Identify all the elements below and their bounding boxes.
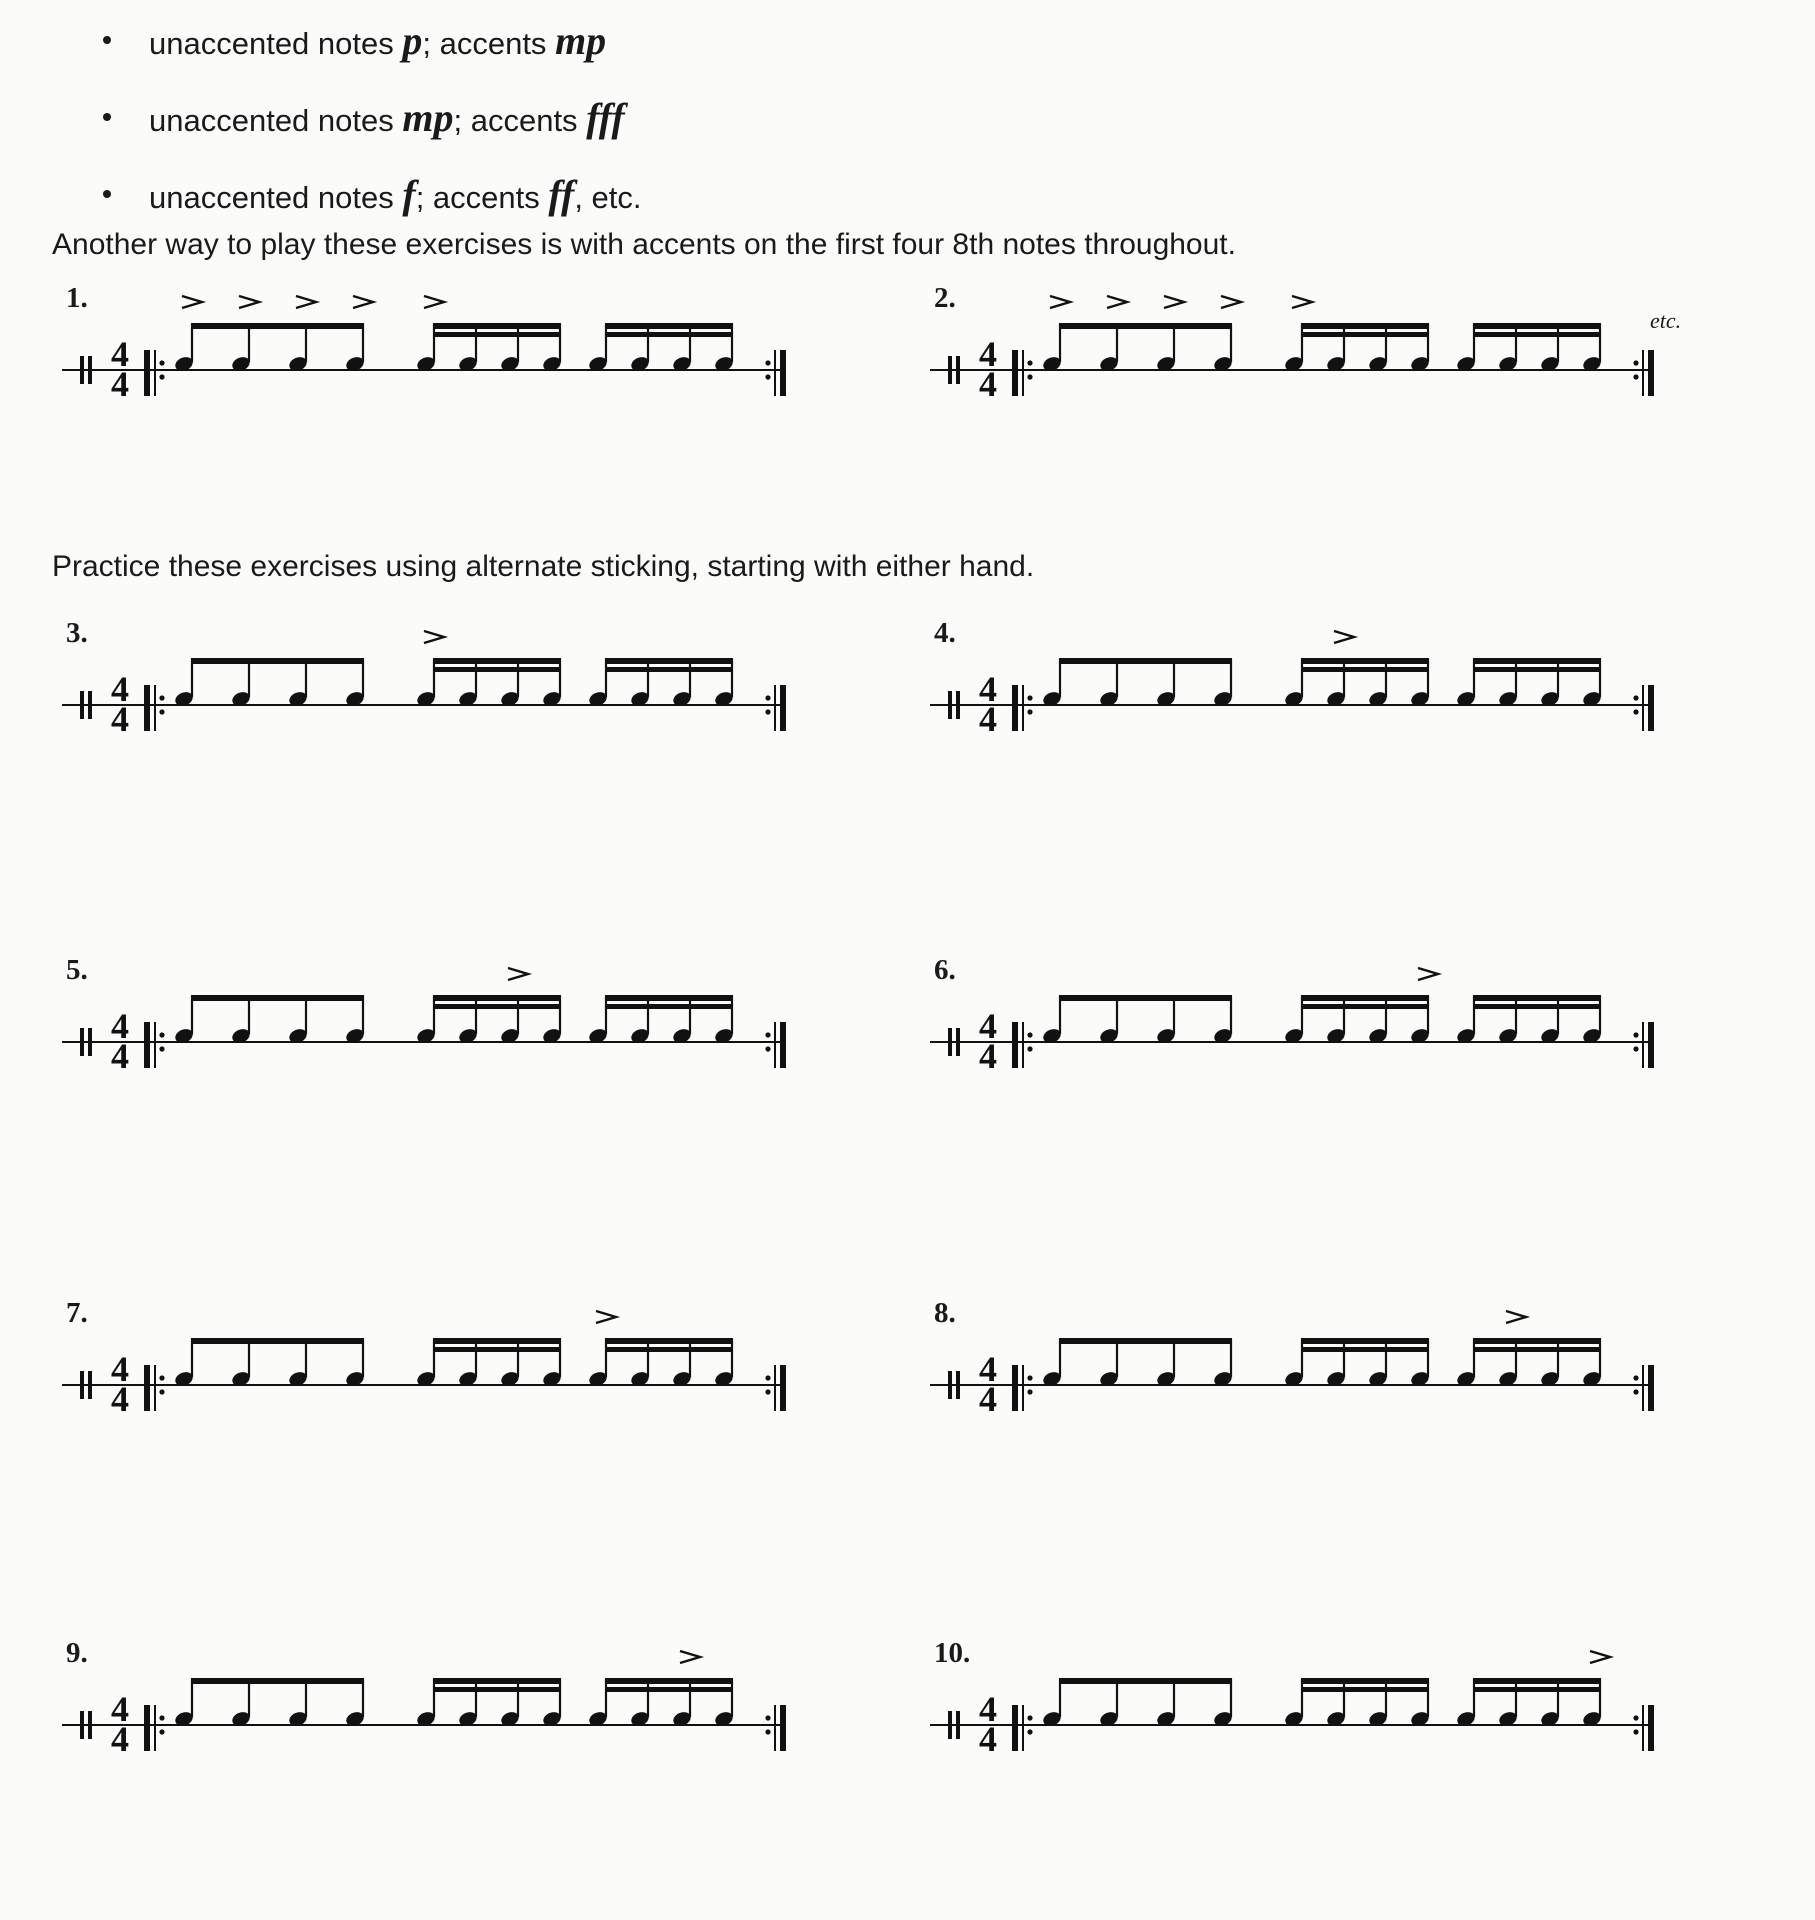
accent-mark xyxy=(1050,296,1070,308)
time-signature-bottom: 4 xyxy=(111,1379,129,1419)
accent-mark xyxy=(1418,968,1438,980)
accent-mark xyxy=(1164,296,1184,308)
repeat-end-thick xyxy=(780,1022,786,1068)
sixteenth-beam xyxy=(433,1338,561,1344)
repeat-dot xyxy=(765,1046,770,1051)
drum-staff xyxy=(930,625,1690,745)
accent-mark xyxy=(239,296,259,308)
exercise-number: 2. xyxy=(934,282,956,314)
drum-staff xyxy=(62,290,822,410)
time-signature-top: 4 xyxy=(979,669,997,709)
repeat-dot xyxy=(1633,1729,1638,1734)
eighth-beam xyxy=(1059,658,1232,664)
repeat-end-thin xyxy=(1642,1365,1644,1411)
sixteenth-beam xyxy=(1301,1687,1429,1692)
repeat-dot xyxy=(765,360,770,365)
sixteenth-beam xyxy=(605,332,733,337)
repeat-end-thick xyxy=(780,1365,786,1411)
sixteenth-beam xyxy=(605,1338,733,1344)
sixteenth-beam xyxy=(433,658,561,664)
repeat-dot xyxy=(159,1032,164,1037)
repeat-dot xyxy=(159,695,164,700)
repeat-start-thick xyxy=(1012,350,1018,396)
sixteenth-beam xyxy=(1301,323,1429,329)
repeat-dot xyxy=(765,1715,770,1720)
sixteenth-beam xyxy=(433,1347,561,1352)
repeat-start-thin xyxy=(154,350,156,396)
repeat-dot xyxy=(1633,1032,1638,1037)
sixteenth-beam xyxy=(1301,667,1429,672)
repeat-dot xyxy=(1027,360,1032,365)
drum-staff xyxy=(930,962,1690,1082)
exercise-number: 5. xyxy=(66,954,88,986)
sixteenth-beam xyxy=(1473,995,1601,1001)
repeat-start-thick xyxy=(1012,1705,1018,1751)
sixteenth-beam xyxy=(1473,1687,1601,1692)
repeat-start-thick xyxy=(1012,685,1018,731)
sixteenth-beam xyxy=(605,323,733,329)
repeat-dot xyxy=(765,1032,770,1037)
repeat-start-thick xyxy=(144,1365,150,1411)
sixteenth-beam xyxy=(433,1678,561,1684)
sixteenth-beam xyxy=(1301,658,1429,664)
repeat-dot xyxy=(1027,695,1032,700)
repeat-end-thin xyxy=(774,350,776,396)
accent-mark xyxy=(1107,296,1127,308)
bullet-icon xyxy=(103,36,111,44)
drum-staff xyxy=(62,962,822,1082)
dynamics-item: unaccented notes p; accents mp xyxy=(95,14,642,91)
etc-label: etc. xyxy=(1650,308,1682,333)
sixteenth-beam xyxy=(433,332,561,337)
repeat-dot xyxy=(1633,695,1638,700)
repeat-start-thin xyxy=(1022,1705,1024,1751)
sixteenth-beam xyxy=(605,658,733,664)
sixteenth-beam xyxy=(1473,1338,1601,1344)
sixteenth-beam xyxy=(1301,332,1429,337)
repeat-dot xyxy=(159,1375,164,1380)
repeat-end-thin xyxy=(774,1705,776,1751)
time-signature-bottom: 4 xyxy=(111,1036,129,1076)
repeat-end-thin xyxy=(1642,685,1644,731)
time-signature-bottom: 4 xyxy=(111,1719,129,1759)
accent-mark xyxy=(424,296,444,308)
exercise-number: 3. xyxy=(66,617,88,649)
eighth-beam xyxy=(191,1338,364,1344)
time-signature-top: 4 xyxy=(979,1349,997,1389)
repeat-start-thin xyxy=(1022,1022,1024,1068)
sixteenth-beam xyxy=(433,995,561,1001)
exercise-number: 7. xyxy=(66,1297,88,1329)
sixteenth-beam xyxy=(1473,1347,1601,1352)
drum-staff xyxy=(930,1305,1690,1425)
sixteenth-beam xyxy=(1301,995,1429,1001)
accent-mark xyxy=(1506,1311,1526,1323)
repeat-end-thin xyxy=(1642,1705,1644,1751)
repeat-dot xyxy=(1027,1715,1032,1720)
repeat-start-thin xyxy=(154,685,156,731)
sixteenth-beam xyxy=(1301,1338,1429,1344)
exercise-number: 6. xyxy=(934,954,956,986)
sixteenth-beam xyxy=(1301,1004,1429,1009)
repeat-dot xyxy=(159,709,164,714)
repeat-end-thick xyxy=(1648,1022,1654,1068)
repeat-start-thin xyxy=(154,1022,156,1068)
sixteenth-beam xyxy=(1473,667,1601,672)
repeat-start-thick xyxy=(144,350,150,396)
repeat-dot xyxy=(1633,1046,1638,1051)
repeat-dot xyxy=(765,695,770,700)
accent-mark xyxy=(182,296,202,308)
repeat-dot xyxy=(1027,1375,1032,1380)
repeat-end-thick xyxy=(1648,685,1654,731)
time-signature-bottom: 4 xyxy=(979,1036,997,1076)
sixteenth-beam xyxy=(1473,332,1601,337)
repeat-end-thin xyxy=(1642,1022,1644,1068)
drum-staff xyxy=(62,1645,822,1765)
repeat-dot xyxy=(159,1389,164,1394)
repeat-dot xyxy=(765,1375,770,1380)
sixteenth-beam xyxy=(1301,1347,1429,1352)
accent-mark xyxy=(1221,296,1241,308)
sixteenth-beam xyxy=(433,1687,561,1692)
repeat-start-thin xyxy=(1022,685,1024,731)
drum-staff xyxy=(930,1645,1690,1765)
sixteenth-beam xyxy=(605,1687,733,1692)
repeat-start-thin xyxy=(154,1705,156,1751)
accent-mark xyxy=(680,1651,700,1663)
repeat-start-thin xyxy=(1022,350,1024,396)
repeat-dot xyxy=(159,1715,164,1720)
time-signature-top: 4 xyxy=(979,1006,997,1046)
time-signature-bottom: 4 xyxy=(979,699,997,739)
bullet-icon xyxy=(103,113,111,121)
eighth-beam xyxy=(1059,323,1232,329)
accent-mark xyxy=(353,296,373,308)
drum-staff xyxy=(930,290,1690,410)
repeat-start-thick xyxy=(1012,1365,1018,1411)
repeat-start-thin xyxy=(1022,1365,1024,1411)
bullet-icon xyxy=(103,190,111,198)
repeat-dot xyxy=(159,1046,164,1051)
repeat-dot xyxy=(765,374,770,379)
time-signature-bottom: 4 xyxy=(979,1719,997,1759)
repeat-dot xyxy=(1027,1729,1032,1734)
drum-staff xyxy=(62,625,822,745)
sixteenth-beam xyxy=(605,1347,733,1352)
accent-mark xyxy=(596,1311,616,1323)
repeat-dot xyxy=(765,1729,770,1734)
sixteenth-beam xyxy=(1473,658,1601,664)
repeat-end-thick xyxy=(1648,1705,1654,1751)
time-signature-top: 4 xyxy=(111,1349,129,1389)
time-signature-top: 4 xyxy=(979,1689,997,1729)
time-signature-top: 4 xyxy=(111,1006,129,1046)
repeat-dot xyxy=(765,709,770,714)
time-signature-top: 4 xyxy=(111,669,129,709)
repeat-dot xyxy=(1633,374,1638,379)
sixteenth-beam xyxy=(1473,323,1601,329)
repeat-start-thick xyxy=(144,685,150,731)
exercise-number: 4. xyxy=(934,617,956,649)
sixteenth-beam xyxy=(433,1004,561,1009)
accent-mark xyxy=(1334,631,1354,643)
dynamics-item: unaccented notes f; accents ff, etc. xyxy=(95,168,642,245)
time-signature-top: 4 xyxy=(111,334,129,374)
sixteenth-beam xyxy=(605,1678,733,1684)
repeat-dot xyxy=(1027,374,1032,379)
repeat-dot xyxy=(159,374,164,379)
repeat-end-thin xyxy=(774,1022,776,1068)
eighth-beam xyxy=(191,323,364,329)
sixteenth-beam xyxy=(1301,1678,1429,1684)
exercise-number: 8. xyxy=(934,1297,956,1329)
eighth-beam xyxy=(1059,995,1232,1001)
exercise-number: 1. xyxy=(66,282,88,314)
sixteenth-beam xyxy=(605,667,733,672)
repeat-start-thick xyxy=(144,1022,150,1068)
time-signature-top: 4 xyxy=(111,1689,129,1729)
time-signature-bottom: 4 xyxy=(979,364,997,404)
sixteenth-beam xyxy=(1473,1004,1601,1009)
repeat-end-thick xyxy=(1648,1365,1654,1411)
time-signature-bottom: 4 xyxy=(111,364,129,404)
repeat-end-thin xyxy=(774,1365,776,1411)
eighth-beam xyxy=(191,658,364,664)
exercise-number: 9. xyxy=(66,1637,88,1669)
sixteenth-beam xyxy=(605,1004,733,1009)
repeat-dot xyxy=(1027,709,1032,714)
repeat-end-thin xyxy=(774,685,776,731)
repeat-dot xyxy=(1633,1375,1638,1380)
dynamics-list xyxy=(95,14,642,245)
sixteenth-beam xyxy=(433,667,561,672)
time-signature-top: 4 xyxy=(979,334,997,374)
repeat-dot xyxy=(1027,1046,1032,1051)
repeat-dot xyxy=(1633,1715,1638,1720)
accent-mark xyxy=(508,968,528,980)
repeat-end-thick xyxy=(780,685,786,731)
drum-staff xyxy=(62,1305,822,1425)
eighth-beam xyxy=(191,995,364,1001)
eighth-beam xyxy=(1059,1678,1232,1684)
time-signature-bottom: 4 xyxy=(111,699,129,739)
repeat-dot xyxy=(159,360,164,365)
repeat-end-thick xyxy=(1648,350,1654,396)
exercise-number: 10. xyxy=(934,1637,971,1669)
repeat-dot xyxy=(1027,1389,1032,1394)
instruction-paragraph-2: Practice these exercises using alternate sticking, starting with either hand. xyxy=(52,550,1035,583)
repeat-end-thick xyxy=(780,1705,786,1751)
repeat-dot xyxy=(1633,360,1638,365)
dynamics-item: unaccented notes mp; accents fff xyxy=(95,91,642,168)
time-signature-bottom: 4 xyxy=(979,1379,997,1419)
repeat-start-thick xyxy=(1012,1022,1018,1068)
repeat-end-thick xyxy=(780,350,786,396)
repeat-start-thick xyxy=(144,1705,150,1751)
eighth-beam xyxy=(191,1678,364,1684)
accent-mark xyxy=(1292,296,1312,308)
repeat-dot xyxy=(1027,1032,1032,1037)
repeat-start-thin xyxy=(154,1365,156,1411)
repeat-dot xyxy=(765,1389,770,1394)
repeat-dot xyxy=(1633,709,1638,714)
sixteenth-beam xyxy=(433,323,561,329)
accent-mark xyxy=(296,296,316,308)
accent-mark xyxy=(424,631,444,643)
eighth-beam xyxy=(1059,1338,1232,1344)
repeat-dot xyxy=(1633,1389,1638,1394)
sixteenth-beam xyxy=(605,995,733,1001)
repeat-end-thin xyxy=(1642,350,1644,396)
instruction-paragraph-1: Another way to play these exercises is with accents on the first four 8th notes throughout. xyxy=(52,228,1236,261)
repeat-dot xyxy=(159,1729,164,1734)
sixteenth-beam xyxy=(1473,1678,1601,1684)
accent-mark xyxy=(1590,1651,1610,1663)
